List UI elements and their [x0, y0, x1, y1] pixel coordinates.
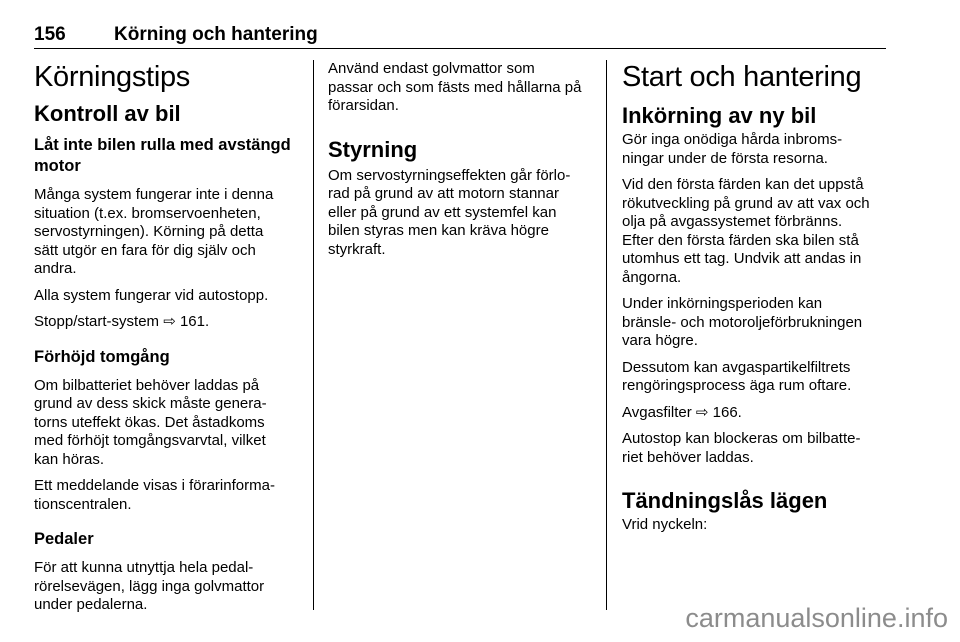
text-line: Om servostyrningseffekten går förlo-: [328, 166, 571, 184]
column-divider: [313, 60, 314, 610]
paragraph: [622, 131, 887, 168]
text-line: bilen styras men kan kräva högre: [328, 222, 549, 239]
text-line: situation (t.ex. bromservoenheten,: [34, 204, 261, 222]
text-line: Ett meddelande visas i förarinforma-: [34, 477, 275, 494]
text-line: Använd endast golvmattor som: [328, 60, 535, 77]
column-right: [622, 60, 887, 535]
text-line: andra.: [34, 260, 77, 277]
watermark: carmanualsonline.info: [685, 603, 948, 633]
text-line: Om bilbatteriet behöver laddas på: [34, 376, 260, 394]
text-line: utomhus ett tag. Undvik att andas in: [622, 250, 862, 267]
text-line: Vid den första färden kan det uppstå: [622, 176, 864, 193]
text-line: med förhöjt tomgångsvarvtal, vilket: [34, 432, 266, 449]
subsection-title: Kontroll av bil: [34, 101, 181, 126]
subsection-title: Styrning: [328, 136, 418, 162]
paragraph: [34, 186, 299, 279]
text-line: rengöringsprocess äga rum oftare.: [622, 377, 852, 394]
paragraph: [622, 430, 887, 467]
column-middle: [328, 60, 593, 259]
text-line: under pedalerna.: [34, 596, 148, 613]
text-line: Gör inga onödiga hårda inbroms-: [622, 131, 843, 148]
text-line: förarsidan.: [328, 97, 399, 114]
text-line: Efter den första färden ska bilen stå: [622, 231, 859, 249]
paragraph: Alla system fungerar vid autostopp.: [34, 286, 269, 304]
text-line: För att kunna utnyttja hela pedal-: [34, 559, 254, 576]
text-line: passar och som fästs med hållarna på: [328, 78, 582, 96]
text-line: bränsle- och motoroljeförbrukningen: [622, 313, 863, 331]
page-number: 156: [34, 24, 66, 45]
text-line: eller på grund av ett systemfel kan: [328, 203, 557, 221]
paragraph: [328, 60, 593, 116]
text-line: tionscentralen.: [34, 495, 132, 513]
paragraph: [622, 295, 887, 351]
text-line: ningar under de första resorna.: [622, 149, 828, 167]
paragraph: [34, 477, 299, 514]
text-line: servostyrningen). Körning på detta: [34, 223, 264, 240]
running-title: Körning och hantering: [114, 24, 318, 45]
topic-heading: [34, 135, 299, 177]
text-line: olja på avgassystemet förbränns.: [622, 213, 843, 230]
text-line: Många system fungerar inte i denna: [34, 186, 274, 203]
column-divider: [606, 60, 607, 610]
text-line: styrkraft.: [328, 240, 386, 258]
paragraph: Vrid nyckeln:: [622, 516, 708, 533]
text-line: torns uteffekt ökas. Det åstadkoms: [34, 413, 265, 431]
section-title: Start och hantering: [622, 61, 862, 93]
heading-line: motor: [34, 157, 81, 175]
heading-line: Låt inte bilen rulla med avstängd: [34, 136, 291, 154]
cross-reference: Avgasfilter ⇨ 166.: [622, 403, 742, 421]
text-line: rökutveckling på grund av att vax och: [622, 194, 870, 212]
text-line: grund av dess skick måste genera-: [34, 395, 267, 412]
section-title: Körningstips: [34, 61, 190, 93]
text-line: rad på grund av att motorn stannar: [328, 185, 559, 202]
text-line: sätt utgör en fara för dig själv och: [34, 241, 256, 259]
topic-heading: Förhöjd tomgång: [34, 347, 170, 366]
paragraph: [622, 176, 887, 287]
paragraph: [34, 559, 299, 615]
topic-heading: Pedaler: [34, 530, 94, 548]
subsection-title: Inkörning av ny bil: [622, 103, 817, 128]
text-line: kan höras.: [34, 450, 105, 468]
text-line: Under inkörningsperioden kan: [622, 295, 823, 312]
cross-reference: Stopp/start-system ⇨ 161.: [34, 313, 210, 330]
paragraph: [622, 359, 887, 396]
page-header: [34, 22, 886, 49]
text-line: Dessutom kan avgaspartikelfiltrets: [622, 358, 851, 376]
text-line: rörelsevägen, lägg inga golvmattor: [34, 577, 265, 595]
subsection-title: Tändningslås lägen: [622, 488, 828, 513]
text-line: ångorna.: [622, 268, 682, 286]
paragraph: [328, 167, 593, 260]
column-left: [34, 60, 299, 615]
text-line: riet behöver laddas.: [622, 448, 754, 466]
text-line: vara högre.: [622, 332, 698, 349]
paragraph: [34, 377, 299, 470]
text-line: Autostop kan blockeras om bilbatte-: [622, 430, 861, 447]
